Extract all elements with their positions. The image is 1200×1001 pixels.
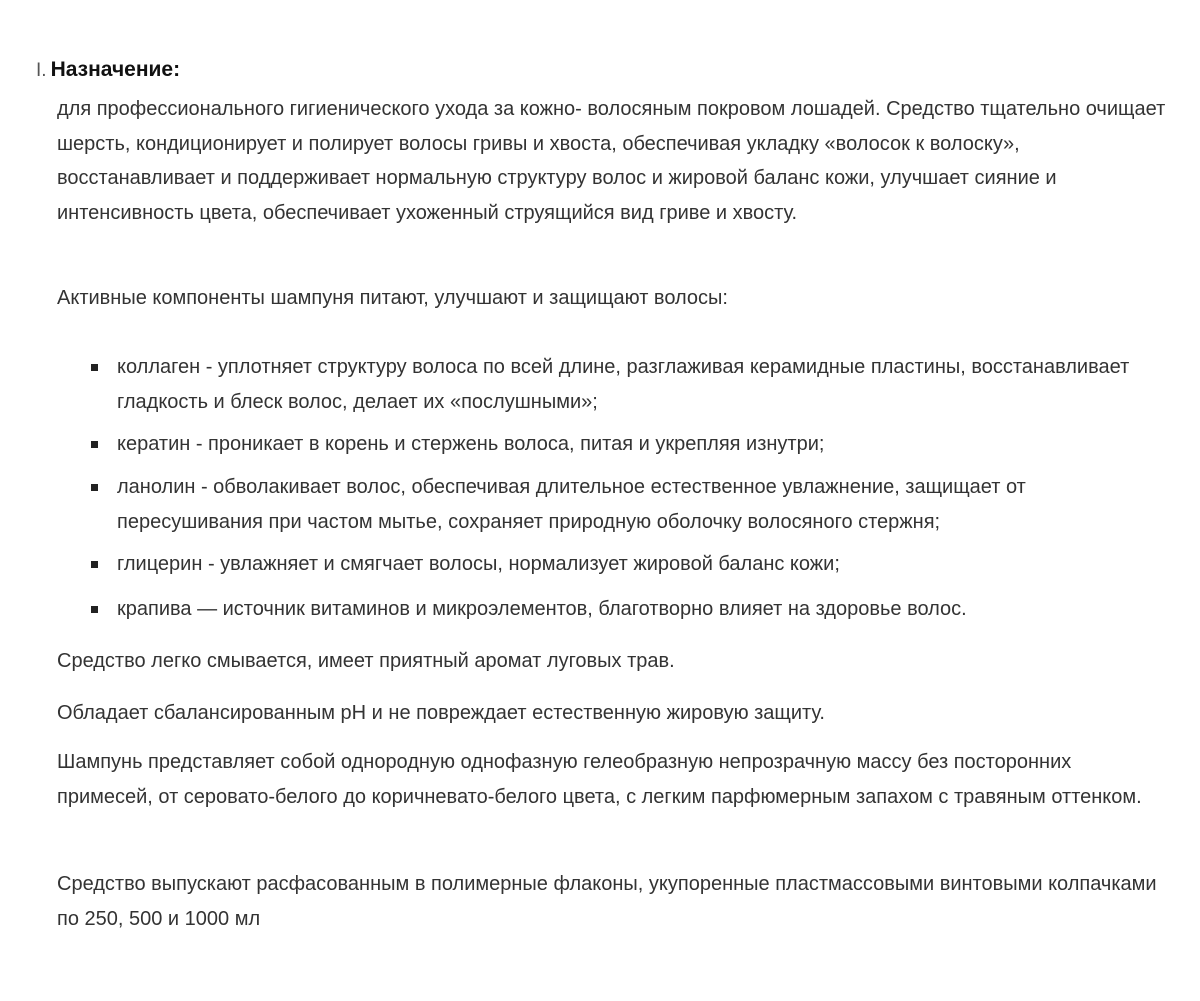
bullet-square-icon: [91, 606, 98, 613]
section-heading: [36, 56, 180, 85]
list-item: [117, 350, 1177, 419]
bullet-square-icon: [91, 484, 98, 491]
list-item-text: кератин - проникает в корень и стержень волоса, питая и укрепляя изнутри;: [117, 433, 825, 455]
section-title: Назначение:: [50, 58, 181, 81]
list-item: [117, 547, 1177, 582]
packaging-paragraph: Средство выпускают расфасованным в полимерные флаконы, укупоренные пластмассовыми винтовыми колпачками по 250, 500 и 1000 мл: [57, 873, 1157, 930]
list-item-text: глицерин - увлажняет и смягчает волосы, нормализует жировой баланс кожи;: [117, 553, 840, 575]
components-lead-paragraph: Активные компоненты шампуня питают, улучшают и защищают волосы:: [57, 287, 728, 309]
rinse-paragraph: Средство легко смывается, имеет приятный аромат луговых трав.: [57, 650, 675, 672]
bullet-square-icon: [91, 441, 98, 448]
section-number: I.: [36, 60, 47, 81]
bullet-square-icon: [91, 364, 98, 371]
bullet-square-icon: [91, 561, 98, 568]
list-item: [117, 592, 1177, 627]
list-item-text: ланолин - обволакивает волос, обеспечивая длительное естественное увлажнение, защищает от пересушивания при частом мытье, сохраняет природную оболочку волосяного стержня;: [117, 476, 1026, 533]
list-item-text: коллаген - уплотняет структуру волоса по всей длине, разглаживая керамидные пластины, восстанавливает гладкость и блеск волос, делает их «послушными»;: [117, 356, 1130, 413]
list-item: [117, 427, 1177, 462]
list-item: [117, 470, 1177, 539]
intro-paragraph: для профессионального гигиенического ухода за кожно- волосяным покровом лошадей. Средство тщательно очищает шерсть, кондиционирует и полирует волосы гривы и хвоста, обеспечивая укладку «волосок к волоску», восстанавливает и поддерживает нормальную структуру волос и жировой баланс кожи, улучшает сияние и интенсивность цвета, обеспечивает ухоженный струящийся вид гриве и хвосту.: [57, 98, 1166, 224]
ph-paragraph: Обладает сбалансированным pH и не повреждает естественную жировую защиту.: [57, 702, 825, 724]
appearance-paragraph: Шампунь представляет собой однородную однофазную гелеобразную непрозрачную массу без посторонних примесей, от серовато-белого до коричневато-белого цвета, с легким парфюмерным запахом с травяным оттенком.: [57, 751, 1142, 808]
list-item-text: крапива — источник витаминов и микроэлементов, благотворно влияет на здоровье волос.: [117, 598, 967, 620]
